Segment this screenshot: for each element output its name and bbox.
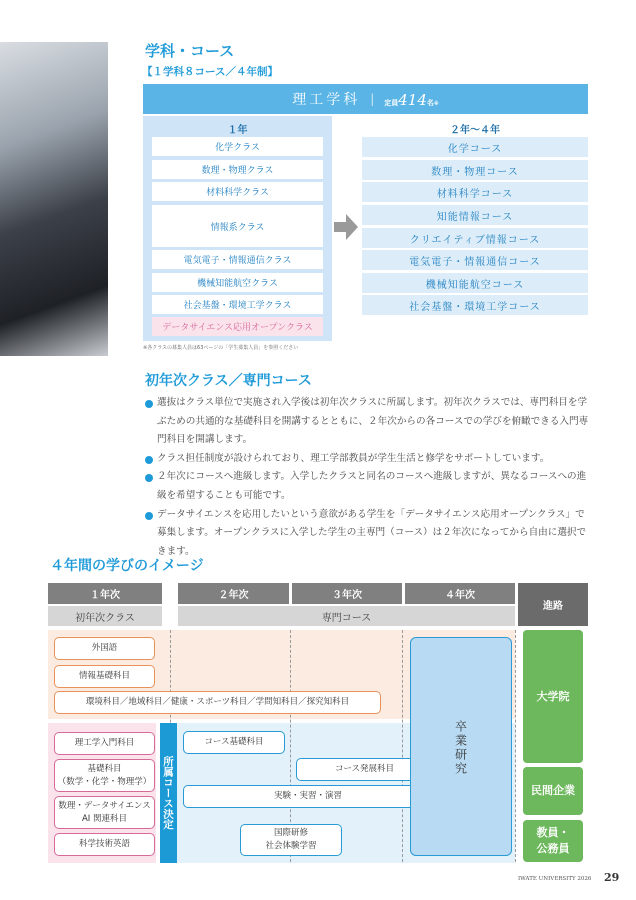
note-mark: ※ <box>433 100 439 107</box>
arrow-right-icon <box>334 214 358 240</box>
department-banner <box>143 84 588 114</box>
subject-label: 数理・データサイエンス <box>58 800 151 811</box>
course-item: 材料科学コース <box>362 182 588 202</box>
section-subtitle: 【１学科８コース／４年制】 <box>142 66 278 78</box>
thesis-label: 卒業研究 <box>453 720 468 776</box>
career-label: 教員・ <box>536 826 570 839</box>
footer-brand: IWATE UNIVERSITY 2026 <box>518 876 592 882</box>
subject-box: 理工学入門科目 <box>54 732 155 755</box>
class-item: 化学クラス <box>152 137 323 156</box>
subject-box: 外国語 <box>54 637 155 660</box>
career-grad-school: 大学院 <box>523 630 583 763</box>
bullet-item: クラス担任制度が設けられており、理工学部教員が学生生活と修学をサポートしています。 <box>145 450 591 469</box>
class-item: 材料科学クラス <box>152 182 323 201</box>
stage-label: 初年次クラス <box>48 606 162 626</box>
subject-box <box>54 796 155 829</box>
course-item: クリエイティブ情報コース <box>362 228 588 248</box>
bullet-item: ２年次にコースへ進級します。入学したクラスと同名のコースへ進級しますが、異なるコースへの進級を希望することも可能です。 <box>145 468 591 505</box>
bullet-list <box>145 394 591 561</box>
student-photo <box>0 42 108 356</box>
subject-box: コース発展科目 <box>296 758 433 781</box>
year-header: １年次 <box>48 583 162 604</box>
career-private-company: 民間企業 <box>523 767 583 815</box>
footnote: ※各クラスの募集人員は63ページの「学生募集人員」を参照ください <box>143 345 299 351</box>
career-label: 公務員 <box>536 842 570 855</box>
course-decision-marker: 所属コース決定 <box>160 723 177 863</box>
course-item: 機械知能航空コース <box>362 273 588 293</box>
year-header: ３年次 <box>292 583 402 604</box>
year-header: ４年次 <box>405 583 515 604</box>
subject-box <box>240 824 342 856</box>
year2-4-header-text: ２年〜４年 <box>450 125 500 136</box>
subject-label: 社会体験学習 <box>265 841 317 851</box>
section-title: 初年次クラス／専門コース <box>145 373 312 389</box>
course-item: 電気電子・情報通信コース <box>362 250 588 270</box>
subject-box: 環境科目／地域科目／健康・スポーツ科目／学問知科目／探究知科目 <box>54 691 381 714</box>
course-item: 化学コース <box>362 137 588 157</box>
department-name: 理工学科 <box>292 92 361 108</box>
course-item: 知能情報コース <box>362 205 588 225</box>
capacity-unit: 名 <box>426 98 434 107</box>
class-item: 機械知能航空クラス <box>152 273 323 292</box>
year2-4-header <box>362 121 588 136</box>
page-number: 29 <box>604 871 620 884</box>
divider <box>515 630 516 862</box>
separator: | <box>370 92 375 106</box>
section-title: 学科・コース <box>145 42 235 60</box>
subject-sublabel: （数学・化学・物理学） <box>57 776 152 787</box>
subject-box: 実験・実習・演習 <box>183 785 433 808</box>
section-title: ４年間の学びのイメージ <box>50 558 204 574</box>
career-public <box>523 820 583 862</box>
subject-box <box>54 759 155 792</box>
class-item: 電気電子・情報通信クラス <box>152 250 323 269</box>
subject-label: 基礎科目 <box>87 763 122 774</box>
class-item: 数理・物理クラス <box>152 160 323 179</box>
thesis-box <box>410 637 512 856</box>
stage-label: 専門コース <box>178 606 515 626</box>
class-item: 社会基盤・環境工学クラス <box>152 295 323 314</box>
subject-sublabel: AI 関連科目 <box>81 813 128 824</box>
bullet-item: 選抜はクラス単位で実施され入学後は初年次クラスに所属します。初年次クラスでは、専門科目を学ぶための共通的な基礎科目を開講するとともに、２年次からの各コースでの学びを俯瞰できる入門専門科目を開講します。 <box>145 394 591 450</box>
subject-label: 国際研修 <box>273 828 308 838</box>
divider <box>402 630 403 862</box>
open-class-item: データサイエンス応用オープンクラス <box>152 317 323 336</box>
career-header: 進路 <box>518 583 588 626</box>
subject-box: 科学技術英語 <box>54 833 155 856</box>
course-item: 数理・物理コース <box>362 160 588 180</box>
capacity-value: 414 <box>398 90 427 109</box>
class-item: 情報系クラス <box>152 205 323 247</box>
course-item: 社会基盤・環境工学コース <box>362 295 588 315</box>
capacity-label: 定員 <box>384 98 399 107</box>
year1-header: １年 <box>227 125 248 136</box>
subject-box: 情報基礎科目 <box>54 665 155 688</box>
bullet-item: データサイエンスを応用したいという意欲がある学生を「データサイエンス応用オープンクラス」で募集します。オープンクラスに入学した学生の主専門（コース）は２年次になってから自由に選択できます。 <box>145 506 591 562</box>
year-header: ２年次 <box>178 583 289 604</box>
subject-box: コース基礎科目 <box>183 731 285 754</box>
